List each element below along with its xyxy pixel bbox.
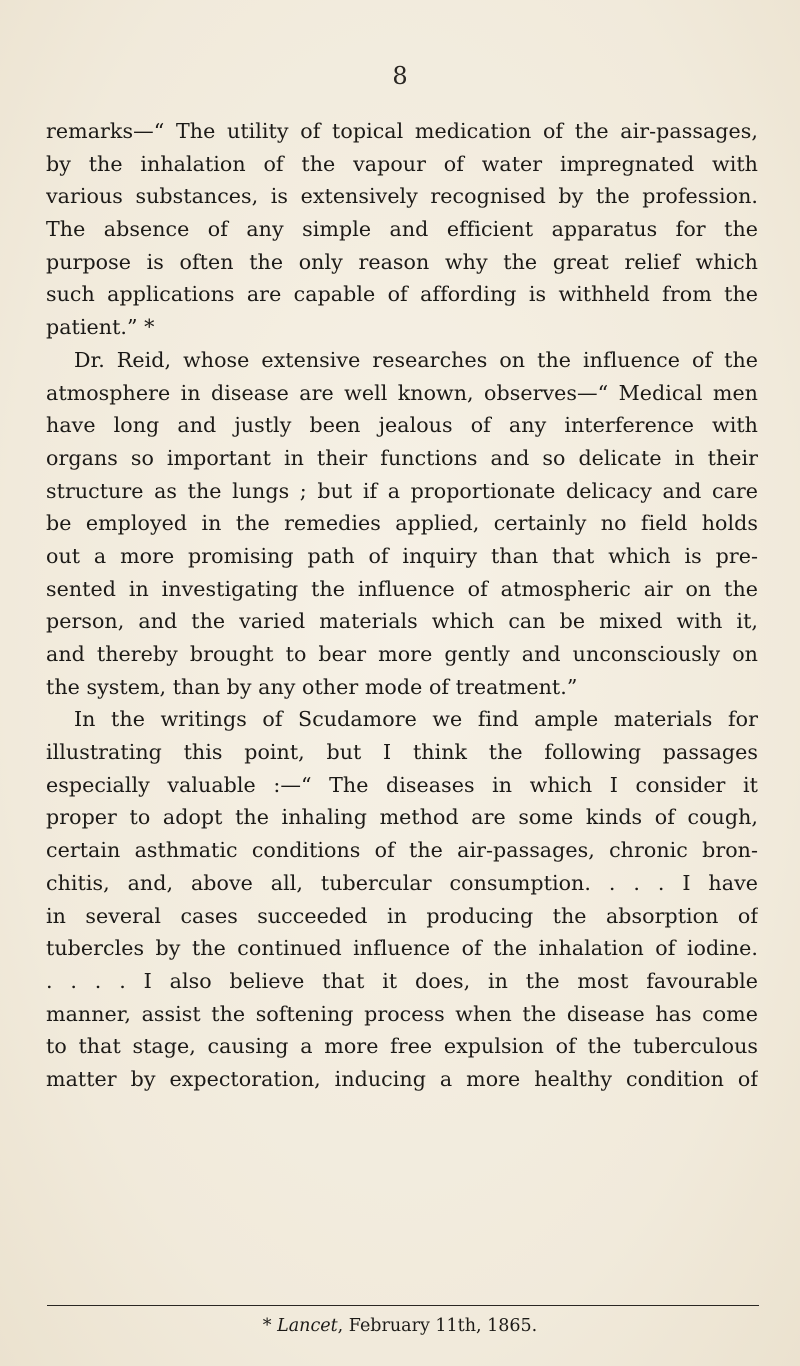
text-line: out a more promising path of inquiry than that which is pre-	[46, 543, 758, 568]
text-line: be employed in the remedies applied, certainly no field holds	[46, 511, 758, 536]
footnote-rule	[47, 1305, 759, 1306]
text-line: organs so important in their functions and so delicate in their	[46, 445, 758, 470]
text-line: especially valuable :—“ The diseases in which I consider it	[46, 772, 758, 797]
text-line: have long and justly been jealous of any interference with	[46, 413, 758, 438]
text-line: the system, than by any other mode of treatment.”	[46, 674, 578, 699]
text-line: structure as the lungs ; but if a proportionate delicacy and care	[46, 478, 758, 503]
footnote-date: , February 11th, 1865.	[337, 1316, 538, 1336]
text-line: tubercles by the continued influence of the inhalation of iodine.	[46, 936, 758, 961]
text-line: various substances, is extensively recognised by the profession.	[46, 184, 758, 209]
text-line: manner, assist the softening process when the disease has come	[46, 1001, 758, 1026]
text-line: . . . . I also believe that it does, in the most favourable	[46, 968, 758, 993]
footnote-journal: Lancet	[277, 1316, 338, 1336]
text-line: such applications are capable of affording is withheld from the	[46, 282, 758, 307]
text-line: matter by expectoration, inducing a more healthy condition of	[46, 1066, 758, 1091]
text-line: certain asthmatic conditions of the air-passages, chronic bron-	[46, 838, 758, 863]
body-text	[46, 115, 758, 1096]
text-line: by the inhalation of the vapour of water impregnated with	[46, 151, 758, 176]
text-line: patient.” *	[46, 315, 155, 340]
text-line: proper to adopt the inhaling method are some kinds of cough,	[46, 805, 758, 830]
text-line: In the writings of Scudamore we find ample materials for	[74, 707, 758, 732]
text-line: chitis, and, above all, tubercular consumption. . . . I have	[46, 870, 758, 895]
footnote	[0, 1316, 800, 1336]
text-line: remarks—“ The utility of topical medication of the air-passages,	[46, 119, 758, 143]
text-line: sented in investigating the influence of atmospheric air on the	[46, 576, 758, 601]
text-line: illustrating this point, but I think the following passages	[46, 740, 758, 765]
text-line: and thereby brought to bear more gently and unconsciously on	[46, 642, 758, 666]
text-line: atmosphere in disease are well known, observes—“ Medical men	[46, 380, 758, 405]
text-line: Dr. Reid, whose extensive researches on the influence of the	[74, 347, 758, 372]
text-line: to that stage, causing a more free expulsion of the tuberculous	[46, 1034, 758, 1059]
text-line: person, and the varied materials which can be mixed with it,	[46, 609, 758, 634]
page-number: 8	[392, 62, 408, 90]
footnote-marker: *	[262, 1316, 278, 1336]
text-line: purpose is often the only reason why the great relief which	[46, 249, 758, 274]
text-line: The absence of any simple and efficient apparatus for the	[46, 217, 758, 242]
text-line: in several cases succeeded in producing the absorption of	[46, 903, 758, 928]
